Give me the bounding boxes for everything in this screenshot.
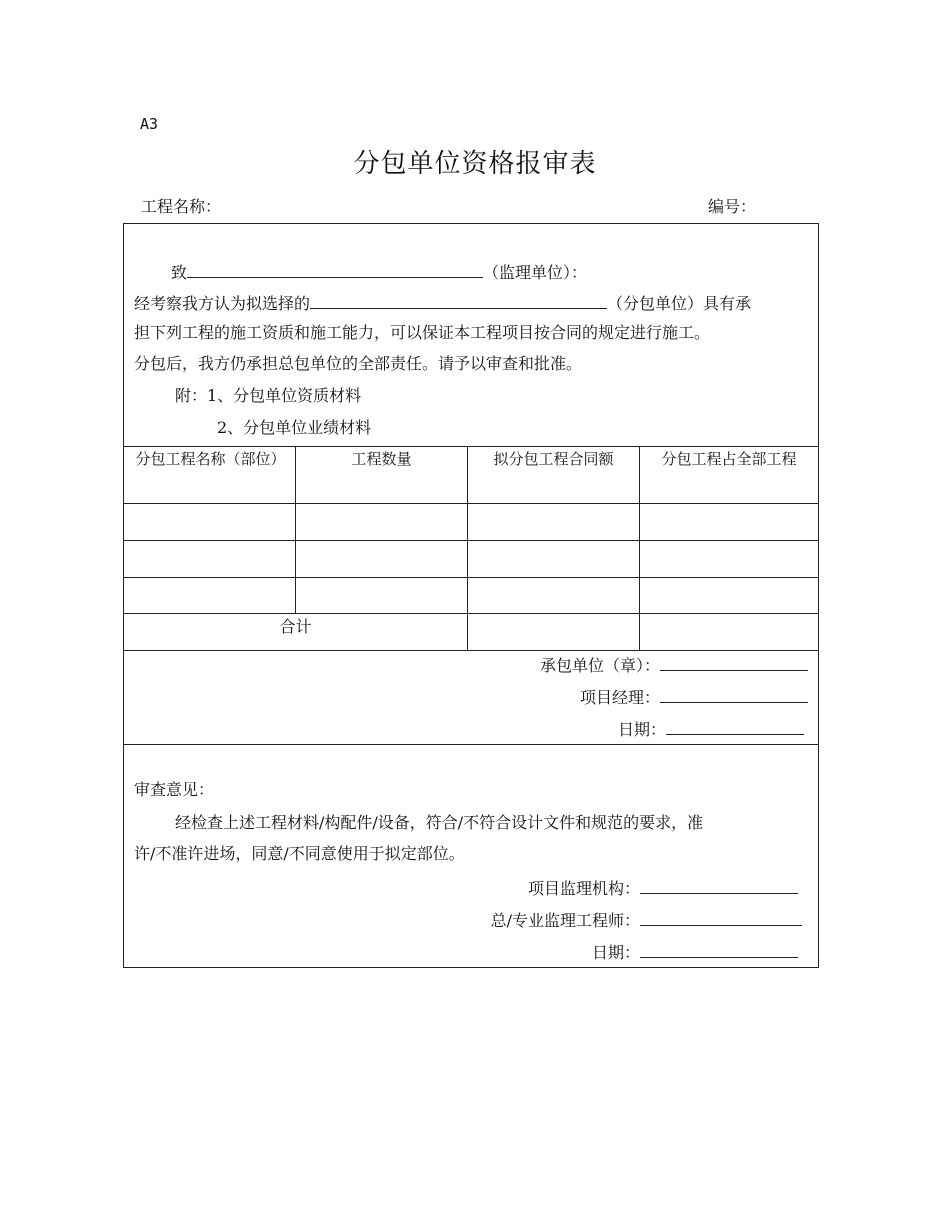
table-cell[interactable]	[640, 541, 818, 577]
table-cell[interactable]	[296, 541, 467, 577]
total-label: 合计	[279, 617, 312, 636]
total-proportion-cell[interactable]	[640, 614, 818, 650]
contractor-date-blank[interactable]	[666, 717, 804, 735]
table-cell[interactable]	[468, 504, 639, 540]
contractor-unit-label: 承包单位（章）：	[539, 656, 660, 675]
contractor-unit-line	[540, 653, 808, 676]
header-project-name: 分包工程名称（部位）	[135, 450, 286, 468]
table-cell[interactable]	[296, 578, 467, 613]
review-date-label: 日期：	[591, 943, 640, 962]
contractor-date-line	[618, 717, 804, 740]
project-manager-label: 项目经理：	[579, 688, 660, 707]
header-quantity: 工程数量	[351, 450, 412, 468]
subcontractor-blank[interactable]	[310, 291, 607, 309]
intro-line-2	[134, 291, 751, 314]
attachment-2: 2、分包单位业绩材料	[217, 418, 372, 437]
contractor-unit-blank[interactable]	[660, 653, 808, 671]
intro-line-4: 分包后，我方仍承担总包单位的全部责任。请予以审查和批准。	[134, 354, 583, 373]
addressee-line	[171, 260, 587, 283]
supervision-org-line	[528, 876, 798, 899]
table-bottom-border	[124, 650, 818, 651]
review-date-blank[interactable]	[640, 940, 798, 958]
intro-line-3: 担下列工程的施工资质和施工能力，可以保证本工程项目按合同的规定进行施工。	[134, 323, 711, 342]
review-heading: 审查意见：	[134, 780, 215, 799]
table-cell[interactable]	[296, 504, 467, 540]
intro-line-2-suffix: （分包单位）具有承	[607, 294, 752, 313]
supervisor-unit-blank[interactable]	[187, 260, 483, 278]
page-title: 分包单位资格报审表	[353, 149, 597, 179]
header-contract-amount: 拟分包工程合同额	[493, 450, 614, 468]
contractor-date-label: 日期：	[617, 720, 666, 739]
table-cell[interactable]	[468, 578, 639, 613]
supervising-engineer-blank[interactable]	[640, 908, 802, 926]
supervising-engineer-label: 总/专业监理工程师：	[490, 911, 640, 930]
table-cell[interactable]	[640, 504, 818, 540]
project-name-label: 工程名称：	[141, 197, 222, 216]
table-cell[interactable]	[124, 541, 295, 577]
header-proportion: 分包工程占全部工程	[661, 450, 797, 468]
to-prefix: 致	[171, 263, 188, 282]
to-suffix: （监理单位）：	[483, 263, 588, 282]
supervision-org-label: 项目监理机构：	[527, 879, 640, 898]
review-line-2: 许/不准许进场，同意/不同意使用于拟定部位。	[134, 844, 465, 863]
number-label: 编号：	[708, 197, 757, 216]
table-cell[interactable]	[124, 504, 295, 540]
intro-line-2-prefix: 经考察我方认为拟选择的	[134, 294, 311, 313]
table-cell[interactable]	[468, 541, 639, 577]
project-manager-line	[580, 685, 808, 708]
table-cell[interactable]	[124, 578, 295, 613]
attachment-1: 附：1、分包单位资质材料	[175, 386, 362, 405]
table-cell[interactable]	[640, 578, 818, 613]
section-divider	[124, 744, 818, 745]
project-manager-blank[interactable]	[660, 685, 808, 703]
supervising-engineer-line	[491, 908, 802, 931]
supervision-org-blank[interactable]	[640, 876, 798, 894]
qualification-form	[123, 223, 819, 968]
review-date-line	[592, 940, 798, 963]
form-code: A3	[140, 115, 159, 133]
review-line-1: 经检查上述工程材料/构配件/设备，符合/不符合设计文件和规范的要求，准	[175, 813, 704, 832]
total-amount-cell[interactable]	[468, 614, 639, 650]
